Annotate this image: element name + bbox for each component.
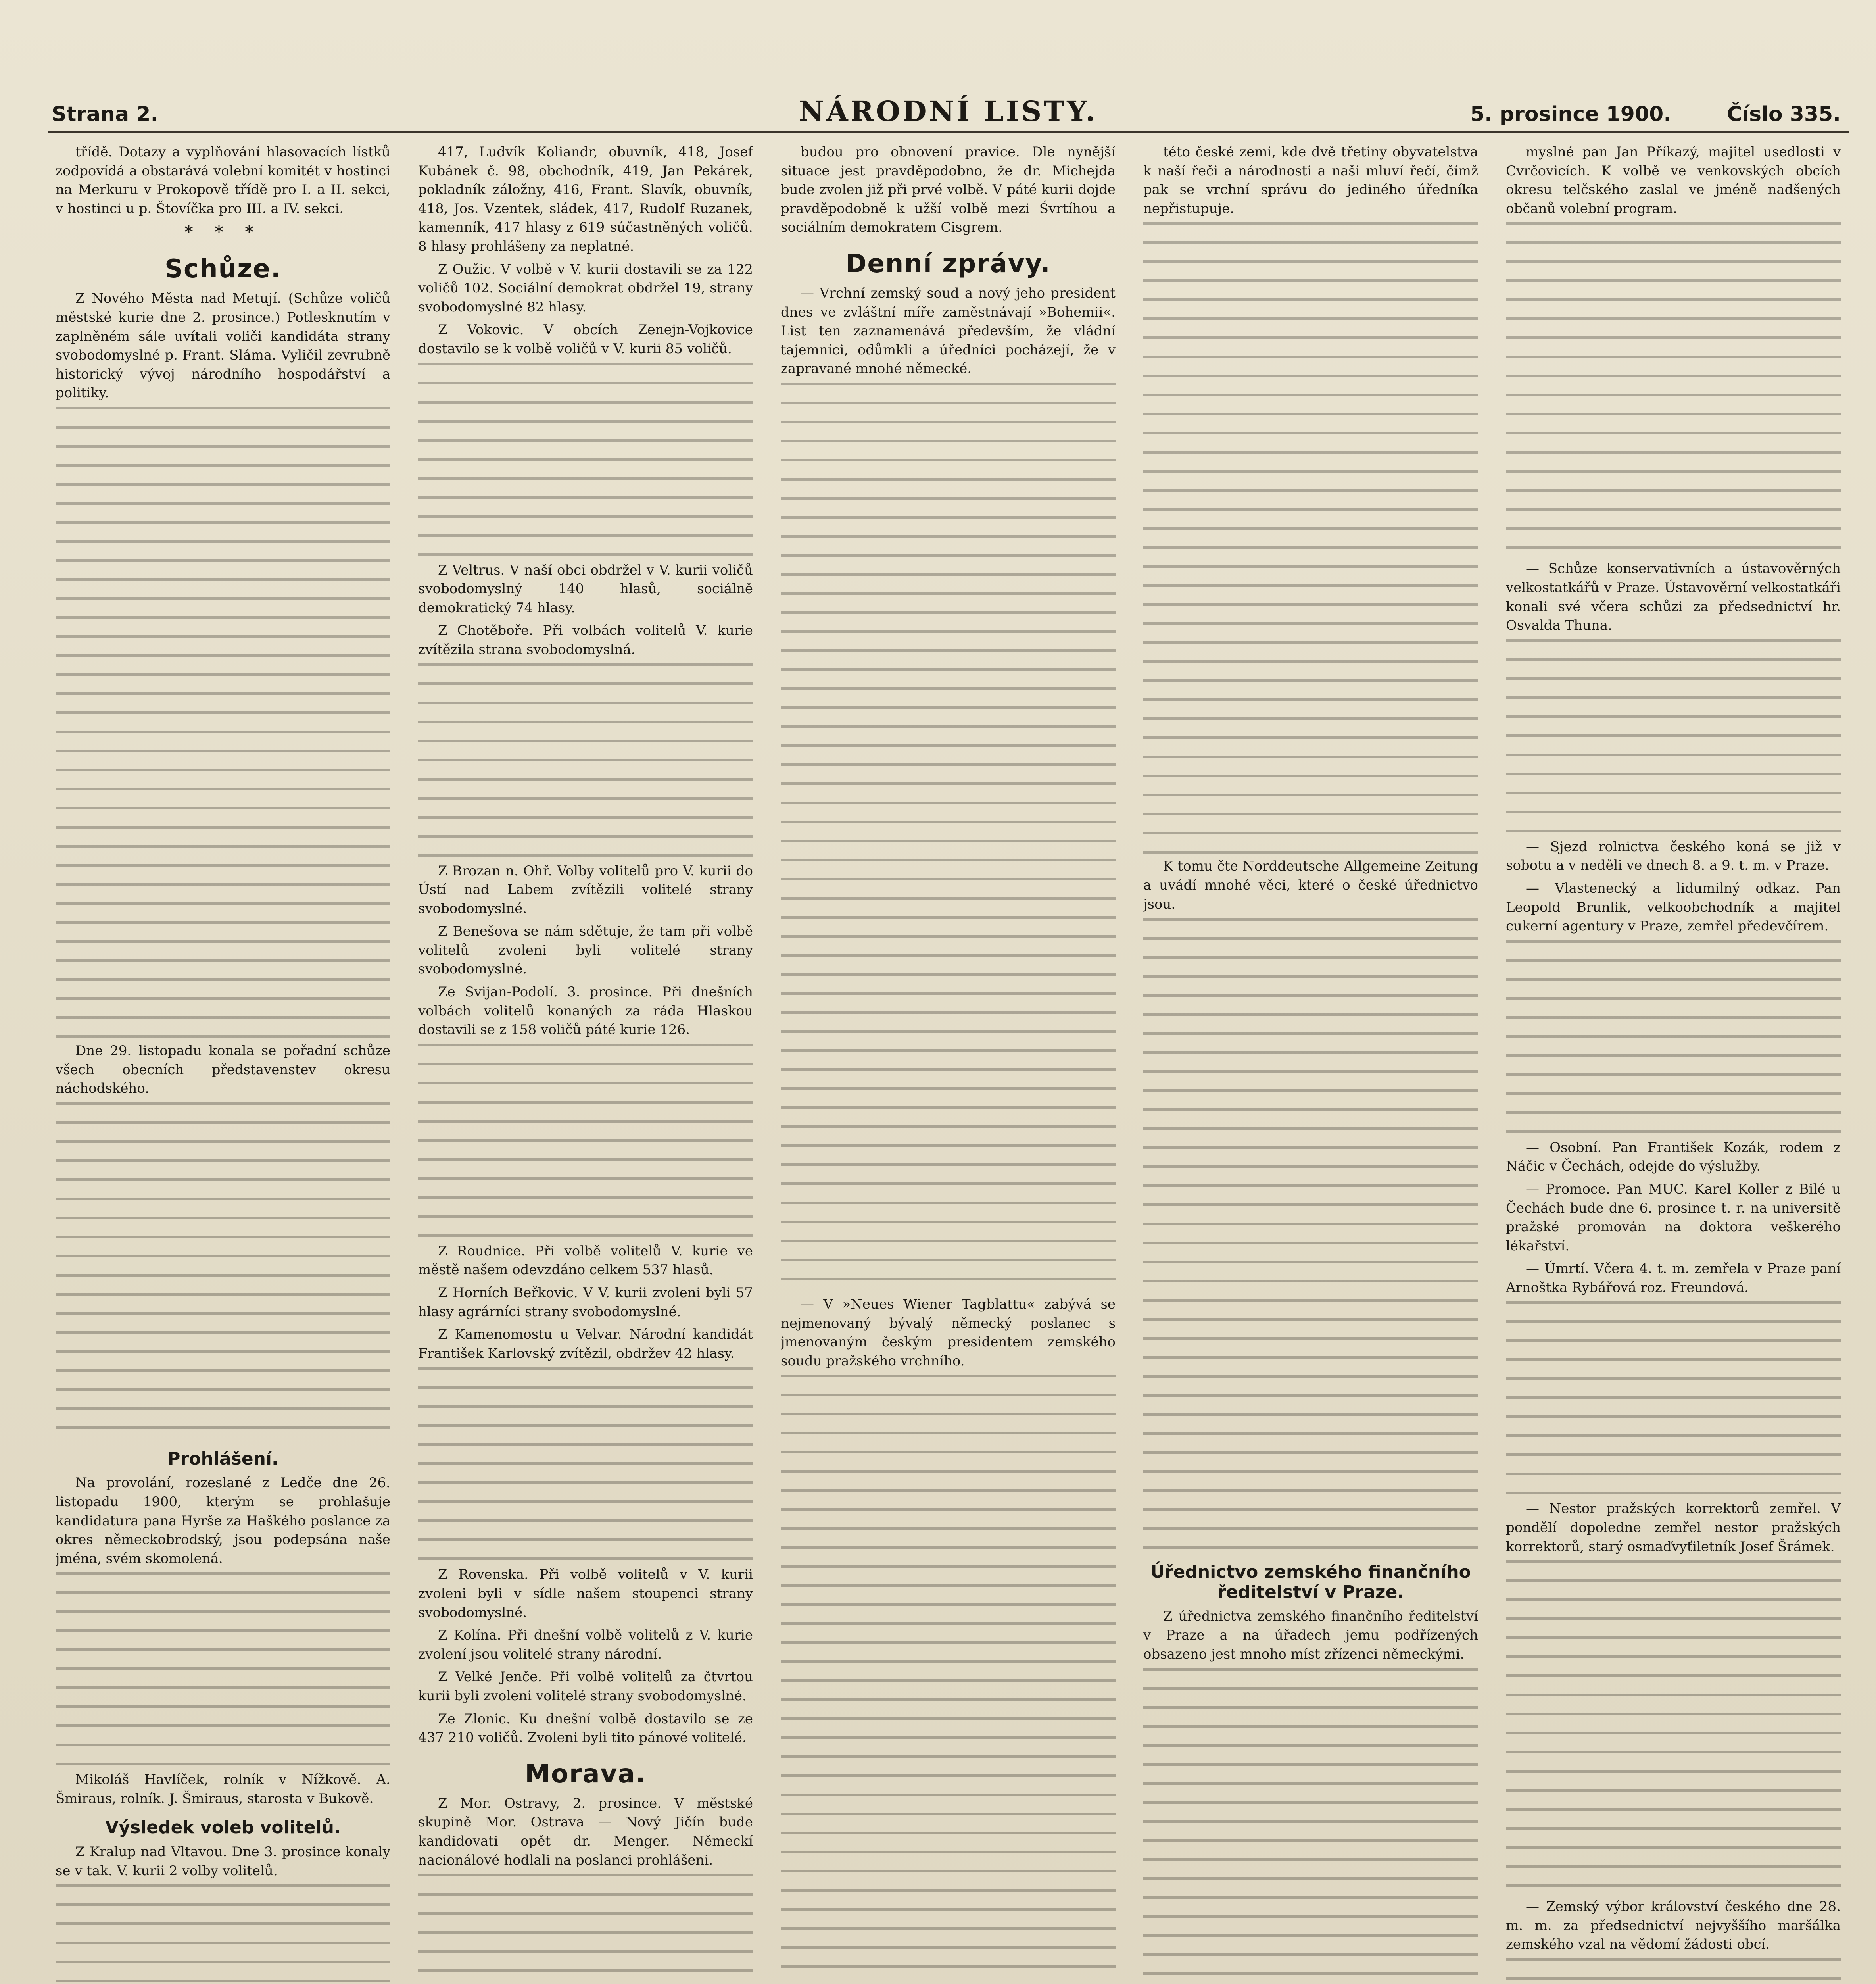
heading-prohlaseni: Prohlášení.	[167, 1448, 278, 1469]
col5-paragraph: — Osobní. Pan František Kozák, rodem z Náčic v Čechách, odejde do výslužby.	[1506, 1139, 1841, 1175]
masthead	[48, 95, 1849, 133]
col2-paragraph: Z Vokovic. V obcích Zenejn-Vojkovice dostavilo se k volbě voličů v V. kurii 85 voličů.	[418, 322, 753, 357]
separator: * * *	[184, 222, 261, 243]
col2-paragraph: Z Kolína. Při dnešní volbě volitelů z V. kurie zvolení jsou volitelé strany národní.	[418, 1627, 753, 1662]
text-block	[56, 1572, 390, 1771]
issue-date: 5. prosince 1900.	[1470, 102, 1672, 126]
text-block	[56, 1884, 390, 1984]
col2-paragraph: Z Benešova se nám sdětuje, že tam při volbě volitelů zvoleni byli volitelé strany svobodomyslné.	[418, 923, 753, 977]
col5-paragraph: — Sjezd rolnictva českého koná se již v sobotu a v neděli ve dnech 8. a 9. t. m. v Praze.	[1506, 838, 1841, 874]
text-block	[418, 363, 753, 561]
text-block	[1506, 1958, 1841, 1984]
col3-paragraph: — V »Neues Wiener Tagblattu« zabývá se nejmenovaný bývalý německý poslanec s jmenovaným českým presidentem zemského soudu pražského vrchního.	[781, 1296, 1116, 1369]
col2-paragraph: 417, Ludvík Koliandr, obuvník, 418, Josef Kubánek č. 98, obchodník, 419, Jan Pekárek, pokladník záložny, 416, Frant. Slavík, obuvník, 418, Jos. Vzentek, sládek, 417, Rudolf Ruzanek, kamenník, 417 hlasy z 619 súčastněných voličů. 8 hlasy prohlášeny za neplatné.	[418, 144, 753, 254]
text-block	[1143, 918, 1478, 1553]
schuze-paragraph: Z Nového Města nad Metují. (Schůze voličů městské kurie dne 2. prosince.) Potlesknutím v zaplněném sále uvítali voliči kandidáta strany svobodomyslné p. Frant. Sláma. Vyličil zevrubně historický vývoj národního hospodářství a politiky.	[56, 290, 390, 401]
col2-paragraph: Z Veltrus. V naší obci obdržel v V. kurii voličů svobodomyslný 140 hlasů, sociálně demokratický 74 hlasy.	[418, 562, 753, 616]
col2-paragraph: Z Rovenska. Při volbě volitelů v V. kurii zvoleni byli v sídle našem stoupenci strany svobodomyslné.	[418, 1567, 753, 1621]
col2-paragraph: Z Oužic. V volbě v V. kurii dostavili se za 122 voličů 102. Sociální demokrat obdržel 19, strany svobodomyslné 82 hlasy.	[418, 261, 753, 315]
morava-paragraph: Z Mor. Ostravy, 2. prosince. V městské skupině Mor. Ostrava — Nový Jičín bude kandidovati opět dr. Menger. Německí nacionálové hodlali na poslanci prohlášeni.	[418, 1795, 753, 1868]
col1-intro: třídě. Dotazy a vyplňování hlasovacích lístků zodpovídá a obstarává volební komitét v hostinci na Merkuru v Prokopově třídě pro I. a II. sekci, v hostinci u p. Štovíčka pro III. a IV. sekci.	[56, 144, 390, 217]
col2-paragraph: Z Chotěboře. Při volbách volitelů V. kurie zvítězila strana svobodomyslná.	[418, 623, 753, 657]
text-block	[1506, 1301, 1841, 1500]
text-block	[1506, 940, 1841, 1138]
columns	[56, 143, 1841, 1984]
page-number: Strana 2.	[52, 102, 159, 126]
column-2	[418, 143, 753, 1984]
col4-paragraph: K tomu čte Norddeutsche Allgemeine Zeitung a uvádí mnohé věci, které o české úřednictvo jsou.	[1143, 858, 1478, 912]
col5-paragraph: — Nestor pražských korrektorů zemřel. V pondělí dopoledne zemřel nestor pražských korrektorů, starý osmaďvyťiletník Josef Šrámek.	[1506, 1501, 1841, 1555]
heading-morava: Morava.	[525, 1759, 646, 1789]
col2-paragraph: Z Roudnice. Při volbě volitelů V. kurie ve městě našem odevzdáno celkem 537 hlasů.	[418, 1243, 753, 1278]
col2-paragraph: Ze Svijan-Podolí. 3. prosince. Při dnešních volbách volitelů konaných za ráda Hlaskou dostavili se z 158 voličů páté kurie 126.	[418, 984, 753, 1038]
col2-paragraph: Ze Zlonic. Ku dnešní volbě dostavilo se ze 437 210 voličů. Zvoleni byli tito pánové volitelé.	[418, 1711, 753, 1746]
schuze-paragraph: Dne 29. listopadu konala se pořadní schůze všech obecních představenstev okresu náchodského.	[56, 1042, 390, 1097]
text-block	[1506, 1560, 1841, 1897]
text-block	[418, 1044, 753, 1242]
col4-paragraph: této české zemi, kde dvě třetiny obyvatelstva k naší řeči a národnosti a naši mluví řečí, čímž pak se vrchní správu do jediného úředníka nepřistupuje.	[1143, 144, 1478, 217]
text-block	[418, 1874, 753, 1984]
col2-paragraph: Z Velké Jenče. Při volbě volitelů za čtvrtou kurii byli zvoleni volitelé strany svobodomyslné.	[418, 1669, 753, 1704]
col5-paragraph: — Úmrtí. Včera 4. t. m. zemřela v Praze paní Arnoštka Rybářová roz. Freundová.	[1506, 1261, 1841, 1296]
col5-paragraph: — Zemský výbor království českého dne 28. m. m. za předsednictví nejvyššího maršálka zemského vzal na vědomí žádosti obcí.	[1506, 1899, 1841, 1953]
column-5	[1506, 143, 1841, 1984]
text-block	[1143, 222, 1478, 857]
text-block	[1506, 639, 1841, 838]
col5-paragraph: — Promoce. Pan MUC. Karel Koller z Bilé u Čechách bude dne 6. prosince t. r. na universitě pražské promován na doktora veškerého lékařství.	[1506, 1181, 1841, 1254]
col2-paragraph: Z Kamenomostu u Velvar. Národní kandidát František Karlovský zvítězil, obdržev 42 hlasy.	[418, 1327, 753, 1361]
masthead-right	[1470, 102, 1841, 126]
vysledek-paragraph: Z Kralup nad Vltavou. Dne 3. prosince konaly se v tak. V. kurii 2 volby volitelů.	[56, 1844, 390, 1879]
heading-urednictvo: Úřednictvo zemského finančního ředitelství v Praze.	[1150, 1562, 1471, 1602]
col4-paragraph: Z úřednictva zemského finančního ředitelství v Praze a na úřadech jemu podřízených obsazeno jest mnoho míst zřízenci německými.	[1143, 1608, 1478, 1662]
text-block	[56, 407, 390, 1042]
text-block	[1143, 1668, 1478, 1984]
col5-paragraph: — Schůze konservativních a ústavověrných velkostatkářů v Praze. Ústavověrní velkostatkáři konali své včera schůzi za předsednictví hr. Osvalda Thuna.	[1506, 561, 1841, 634]
column-1	[56, 143, 390, 1984]
text-block	[418, 1367, 753, 1565]
column-4	[1143, 143, 1478, 1984]
col2-paragraph: Z Horních Beřkovic. V V. kurii zvoleni byli 57 hlasy agrárníci strany svobodomyslné.	[418, 1285, 753, 1320]
heading-vysledek: Výsledek voleb volitelů.	[105, 1817, 341, 1838]
col2-paragraph: Z Brozan n. Ohř. Volby volitelů pro V. kurii do Ústí nad Labem zvítězili volitelé strany svobodomyslné.	[418, 863, 753, 917]
prohlaseni-paragraph: Na provolání, rozeslané z Ledče dne 26. listopadu 1900, kterým se prohlašuje kandidatura pana Hyrše za Haškého poslance za okres německobrodský, jsou podepsána naše jména, svém skomolená.	[56, 1475, 390, 1567]
heading-denni-zpravy: Denní zprávy.	[845, 249, 1051, 279]
text-block	[56, 1102, 390, 1440]
text-block	[781, 1375, 1116, 1984]
column-3	[781, 143, 1116, 1984]
text-block	[1506, 222, 1841, 559]
newspaper-title: NÁRODNÍ LISTY.	[799, 95, 1098, 128]
text-block	[781, 383, 1116, 1295]
col3-paragraph: — Vrchní zemský soud a nový jeho president dnes ve zvláštní míře zaměstnávají »Bohemii«. List ten zaznamenává především, že vládní tajemníci, odůmkli a úředníci pocházejí, že v zapravané mnohé německé.	[781, 285, 1116, 377]
text-block	[418, 663, 753, 862]
issue-number: Číslo 335.	[1727, 102, 1841, 126]
col5-paragraph: myslné pan Jan Příkazý, majitel usedlosti v Cvrčovicích. K volbě ve venkovských obcích okresu telčského zaslal ve jméně nadšených občanů volební program.	[1506, 144, 1841, 217]
col3-paragraph: budou pro obnovení pravice. Dle nynější situace jest pravděpodobno, že dr. Michejda bude zvolen již při prvé volbě. V páté kurii dojde pravděpodobně k užší volbě mezi Śvrtíhou a sociálním demokratem Cisgrem.	[781, 144, 1116, 236]
col5-paragraph: — Vlastenecký a lidumilný odkaz. Pan Leopold Brunlik, velkoobchodník a majitel cukerní agentury v Praze, zemřel předevčírem.	[1506, 880, 1841, 934]
heading-schuze: Schůze.	[164, 254, 282, 284]
prohlaseni-signatures: Mikoláš Havlíček, rolník v Nížkově. A. Šmiraus, rolník. J. Šmiraus, starosta v Bukově.	[56, 1772, 390, 1807]
